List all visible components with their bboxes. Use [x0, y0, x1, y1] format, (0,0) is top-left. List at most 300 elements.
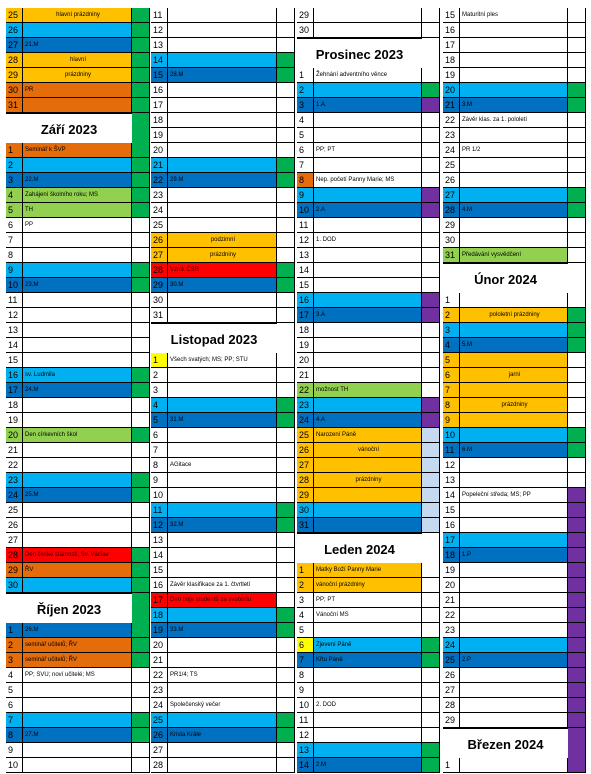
week-strip	[568, 488, 586, 503]
day-number: 22	[297, 383, 314, 398]
day-number: 26	[297, 443, 314, 458]
day-number: 14	[297, 758, 314, 773]
day-note	[460, 713, 568, 728]
week-strip	[422, 638, 440, 653]
week-strip	[422, 278, 440, 293]
week-strip	[568, 698, 586, 713]
day-row	[151, 593, 295, 608]
day-number: 24	[151, 203, 168, 218]
day-row	[6, 413, 150, 428]
day-row	[297, 83, 440, 98]
week-strip	[568, 23, 586, 38]
day-row	[297, 443, 440, 458]
week-strip	[277, 263, 295, 278]
week-strip	[132, 68, 150, 83]
day-row	[151, 503, 295, 518]
day-note: jarní	[460, 368, 568, 383]
day-note	[23, 533, 132, 548]
day-note	[314, 248, 422, 263]
day-row	[151, 68, 295, 83]
day-number: 9	[443, 413, 460, 428]
day-note: 2. DOD	[314, 698, 422, 713]
day-row	[297, 593, 440, 608]
day-note	[168, 143, 277, 158]
day-note	[314, 23, 422, 38]
day-row	[151, 233, 295, 248]
day-number: 22	[443, 113, 460, 128]
day-note: 24.M	[23, 383, 132, 398]
day-number: 11	[6, 293, 23, 308]
day-note	[460, 128, 568, 143]
day-number: 20	[151, 638, 168, 653]
day-number: 10	[297, 203, 314, 218]
day-number: 30	[151, 293, 168, 308]
week-strip	[422, 368, 440, 383]
day-number: 16	[443, 23, 460, 38]
day-row	[443, 23, 586, 38]
day-note: Den české státnosti, Sv. Václav	[23, 548, 132, 563]
week-strip	[568, 113, 586, 128]
day-note	[168, 98, 277, 113]
day-number: 7	[297, 653, 314, 668]
day-number: 15	[6, 353, 23, 368]
day-note	[23, 233, 132, 248]
day-note	[168, 308, 277, 323]
day-note	[460, 623, 568, 638]
day-row	[6, 38, 150, 53]
day-row	[151, 623, 295, 638]
day-number: 10	[443, 428, 460, 443]
day-row	[151, 698, 295, 713]
day-row	[297, 188, 440, 203]
day-row	[6, 503, 150, 518]
day-row	[6, 683, 150, 698]
day-number: 1	[297, 563, 314, 578]
day-row	[151, 728, 295, 743]
day-row	[6, 383, 150, 398]
day-note: 3.M	[460, 98, 568, 113]
day-number: 15	[151, 563, 168, 578]
day-number: 18	[443, 548, 460, 563]
day-note	[460, 38, 568, 53]
day-row	[6, 623, 150, 638]
day-row	[297, 293, 440, 308]
day-note	[314, 353, 422, 368]
day-note: Žehnání adventního věnce	[314, 68, 422, 83]
day-note: PP; PT	[314, 143, 422, 158]
day-note	[460, 173, 568, 188]
day-number: 27	[443, 188, 460, 203]
day-row	[443, 173, 586, 188]
week-strip	[277, 293, 295, 308]
day-row	[443, 413, 586, 428]
day-note	[23, 443, 132, 458]
day-number: 7	[6, 713, 23, 728]
day-row	[297, 473, 440, 488]
day-number: 18	[6, 398, 23, 413]
week-strip	[277, 218, 295, 233]
week-strip	[277, 428, 295, 443]
week-strip	[277, 383, 295, 398]
day-row	[6, 248, 150, 263]
day-row	[6, 698, 150, 713]
day-row	[6, 458, 150, 473]
week-strip	[568, 608, 586, 623]
day-number: 12	[443, 458, 460, 473]
day-number: 31	[151, 308, 168, 323]
day-row	[297, 398, 440, 413]
day-note	[314, 188, 422, 203]
day-row	[151, 113, 295, 128]
day-row	[443, 218, 586, 233]
week-strip	[132, 323, 150, 338]
day-note	[460, 428, 568, 443]
day-row	[443, 308, 586, 323]
day-row	[151, 23, 295, 38]
day-number: 23	[6, 473, 23, 488]
week-strip	[132, 83, 150, 98]
week-strip	[422, 488, 440, 503]
week-strip	[277, 758, 295, 773]
day-number: 2	[151, 368, 168, 383]
day-number: 25	[443, 158, 460, 173]
day-number: 13	[151, 533, 168, 548]
day-note	[460, 323, 568, 338]
day-number: 19	[151, 128, 168, 143]
day-row	[297, 98, 440, 113]
day-row	[443, 248, 586, 263]
week-strip	[422, 338, 440, 353]
day-row	[6, 488, 150, 503]
day-number: 17	[443, 38, 460, 53]
day-number: 31	[297, 518, 314, 533]
day-number: 18	[151, 113, 168, 128]
day-note: 4.A	[314, 413, 422, 428]
day-row	[297, 608, 440, 623]
week-strip	[568, 143, 586, 158]
day-number: 19	[297, 338, 314, 353]
week-strip	[277, 728, 295, 743]
week-strip	[277, 98, 295, 113]
day-number: 22	[6, 458, 23, 473]
day-note	[23, 308, 132, 323]
day-row	[6, 83, 150, 98]
day-row	[443, 473, 586, 488]
day-note	[314, 728, 422, 743]
week-strip	[132, 533, 150, 548]
day-number: 26	[151, 233, 168, 248]
day-row	[443, 338, 586, 353]
day-note	[23, 743, 132, 758]
week-strip	[277, 23, 295, 38]
day-note: 33.M	[168, 623, 277, 638]
month-header: Únor 2024	[443, 263, 568, 295]
week-strip	[132, 278, 150, 293]
week-strip	[422, 458, 440, 473]
week-strip	[132, 428, 150, 443]
day-number: 5	[297, 623, 314, 638]
day-number: 27	[297, 458, 314, 473]
day-row	[443, 593, 586, 608]
day-row	[297, 353, 440, 368]
day-note: PR	[23, 83, 132, 98]
day-note	[168, 653, 277, 668]
day-note: Maturitní ples	[460, 8, 568, 23]
day-number: 1	[443, 758, 460, 773]
day-number: 26	[6, 518, 23, 533]
day-number: 25	[443, 653, 460, 668]
day-note	[168, 398, 277, 413]
day-note: PP; PT	[314, 593, 422, 608]
day-row	[151, 413, 295, 428]
day-note: 1. DOD	[314, 233, 422, 248]
day-note	[23, 473, 132, 488]
week-strip	[277, 683, 295, 698]
day-note	[168, 608, 277, 623]
day-number: 9	[6, 743, 23, 758]
week-strip	[422, 293, 440, 308]
week-strip	[132, 53, 150, 68]
day-number: 8	[443, 398, 460, 413]
week-strip	[132, 713, 150, 728]
week-strip	[277, 593, 295, 608]
day-note	[314, 683, 422, 698]
week-strip	[568, 68, 586, 83]
day-row	[151, 308, 295, 323]
day-note	[460, 383, 568, 398]
day-row	[6, 338, 150, 353]
week-strip	[568, 158, 586, 173]
day-note	[314, 83, 422, 98]
week-strip	[422, 443, 440, 458]
day-row	[6, 563, 150, 578]
day-number: 6	[151, 428, 168, 443]
week-strip	[422, 518, 440, 533]
day-note	[168, 383, 277, 398]
day-number: 19	[151, 623, 168, 638]
day-number: 23	[297, 398, 314, 413]
day-number: 24	[6, 488, 23, 503]
day-row	[151, 128, 295, 143]
day-row	[151, 563, 295, 578]
day-note: 30.M	[168, 278, 277, 293]
day-note: hlavní prázdniny	[23, 8, 132, 23]
day-row	[443, 608, 586, 623]
day-row	[297, 728, 440, 743]
day-row	[6, 8, 150, 23]
day-note	[460, 533, 568, 548]
week-strip	[132, 518, 150, 533]
week-strip	[132, 653, 150, 668]
day-number: 15	[443, 503, 460, 518]
day-row	[6, 308, 150, 323]
day-number: 10	[6, 278, 23, 293]
day-number: 23	[443, 623, 460, 638]
day-note: Den církevních škol	[23, 428, 132, 443]
day-note: 2.A	[314, 203, 422, 218]
day-number: 5	[6, 203, 23, 218]
week-strip	[422, 38, 440, 68]
day-row	[297, 698, 440, 713]
day-note: Závěr klas. za 1. pololetí	[460, 113, 568, 128]
day-note: 29.M	[168, 173, 277, 188]
calendar-column	[6, 8, 150, 773]
day-number: 17	[297, 308, 314, 323]
week-strip	[422, 623, 440, 638]
day-note	[314, 398, 422, 413]
day-note	[23, 248, 132, 263]
day-number: 27	[6, 533, 23, 548]
day-note	[460, 53, 568, 68]
day-row	[297, 758, 440, 773]
day-number: 27	[6, 38, 23, 53]
day-note	[314, 218, 422, 233]
day-note	[314, 488, 422, 503]
day-number: 16	[151, 578, 168, 593]
day-row	[6, 713, 150, 728]
day-number: 3	[443, 323, 460, 338]
day-note: Den boje studentů za svobodu	[168, 593, 277, 608]
week-strip	[277, 53, 295, 68]
day-note: Seminář k ŠVP	[23, 143, 132, 158]
day-note	[460, 353, 568, 368]
day-row	[297, 23, 440, 38]
day-number: 21	[151, 653, 168, 668]
day-row	[443, 758, 586, 773]
day-number: 23	[151, 683, 168, 698]
day-number: 31	[6, 98, 23, 113]
day-number: 23	[151, 188, 168, 203]
week-strip	[568, 293, 586, 308]
week-strip	[422, 413, 440, 428]
day-note	[23, 683, 132, 698]
week-strip	[277, 548, 295, 563]
day-row	[297, 128, 440, 143]
day-row	[297, 173, 440, 188]
day-row	[151, 383, 295, 398]
week-strip	[568, 728, 586, 758]
day-note: 5.M	[460, 338, 568, 353]
day-note: TH	[23, 203, 132, 218]
day-number: 8	[297, 173, 314, 188]
week-strip	[422, 743, 440, 758]
month-header: Září 2023	[6, 113, 132, 145]
month-header: Listopad 2023	[151, 323, 277, 355]
day-number: 8	[151, 458, 168, 473]
day-note	[23, 713, 132, 728]
week-strip	[132, 623, 150, 638]
day-row	[151, 98, 295, 113]
day-number: 28	[6, 548, 23, 563]
week-strip	[422, 113, 440, 128]
day-number: 18	[297, 323, 314, 338]
week-strip	[132, 578, 150, 593]
week-strip	[568, 593, 586, 608]
day-note	[23, 503, 132, 518]
day-note: 21.M	[23, 38, 132, 53]
day-note	[460, 233, 568, 248]
day-number: 5	[6, 683, 23, 698]
week-strip	[568, 563, 586, 578]
week-strip	[277, 623, 295, 638]
day-row	[297, 668, 440, 683]
day-row	[297, 158, 440, 173]
week-strip	[422, 593, 440, 608]
day-row	[443, 668, 586, 683]
week-strip	[132, 248, 150, 263]
day-note	[23, 413, 132, 428]
day-number: 27	[443, 683, 460, 698]
day-row	[443, 698, 586, 713]
day-row	[297, 8, 440, 23]
day-row	[6, 368, 150, 383]
day-row	[297, 218, 440, 233]
day-note: PP; SVU; noví učitelé; MS	[23, 668, 132, 683]
week-strip	[132, 173, 150, 188]
day-number: 4	[6, 668, 23, 683]
day-note: prázdniny	[460, 398, 568, 413]
week-strip	[568, 683, 586, 698]
day-row	[151, 668, 295, 683]
day-row	[6, 23, 150, 38]
day-note: Narození Páně	[314, 428, 422, 443]
day-note	[23, 398, 132, 413]
week-strip	[277, 443, 295, 458]
day-number: 16	[6, 368, 23, 383]
day-number: 4	[297, 113, 314, 128]
week-strip	[132, 683, 150, 698]
day-row	[297, 278, 440, 293]
week-strip	[422, 473, 440, 488]
day-row	[151, 8, 295, 23]
day-row	[6, 743, 150, 758]
week-strip	[422, 233, 440, 248]
day-row	[151, 758, 295, 773]
day-number: 7	[151, 443, 168, 458]
week-strip	[568, 458, 586, 473]
day-row	[443, 113, 586, 128]
day-number: 31	[443, 248, 460, 263]
week-strip	[277, 143, 295, 158]
week-strip	[568, 638, 586, 653]
day-number: 25	[297, 428, 314, 443]
day-row	[6, 233, 150, 248]
day-number: 13	[297, 248, 314, 263]
day-row	[443, 398, 586, 413]
week-strip	[132, 503, 150, 518]
week-strip	[132, 698, 150, 713]
week-strip	[132, 383, 150, 398]
day-note	[23, 338, 132, 353]
day-number: 1	[297, 68, 314, 83]
day-number: 6	[6, 698, 23, 713]
day-note	[168, 23, 277, 38]
week-strip	[132, 143, 150, 158]
week-strip	[568, 248, 586, 263]
day-row	[6, 668, 150, 683]
day-note: 3.A	[314, 308, 422, 323]
day-row	[443, 383, 586, 398]
week-strip	[568, 233, 586, 248]
week-strip	[277, 413, 295, 428]
week-strip	[277, 368, 295, 383]
week-strip	[277, 533, 295, 548]
day-number: 16	[151, 83, 168, 98]
day-number: 1	[151, 353, 168, 368]
day-number: 26	[6, 23, 23, 38]
day-number: 12	[6, 308, 23, 323]
week-strip	[277, 68, 295, 83]
